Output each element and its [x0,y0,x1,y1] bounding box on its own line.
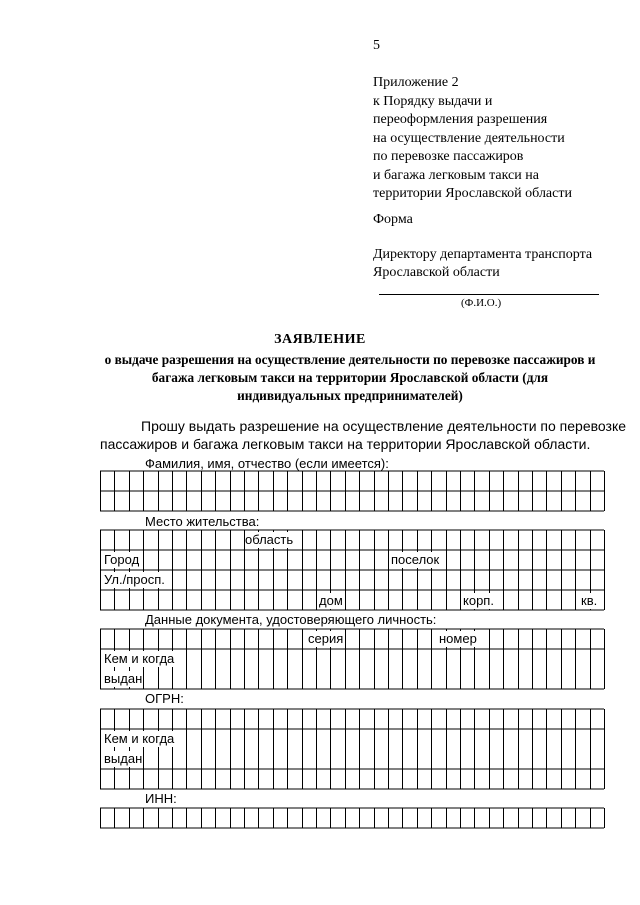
issued-by-label-2: выдан [104,671,143,686]
appendix-line: Приложение 2 [373,75,459,90]
appendix-line: к Порядку выдачи и [373,93,493,109]
form-label: Форма [373,212,413,227]
ogrn-label: ОГРН: [145,691,184,706]
appendix-line: территории Ярославской области [373,186,572,201]
region-label: область [245,532,294,547]
apartment-label: кв. [581,593,598,608]
full-name-label: Фамилия, имя, отчество (если имеется): [145,456,389,471]
intro-line-2: пассажиров и багажа легковым такси на территории Ярославской области. [100,436,591,452]
building-label: корп. [463,593,494,608]
issued-by-label-4: выдан [104,751,143,766]
addressee-line: Ярославской области [373,265,500,280]
issued-by-label-1: Кем и когда [104,651,175,666]
appendix-line: переоформления разрешения [373,112,548,127]
street-label: Ул./просп. [104,572,165,587]
number-label: номер [439,631,477,646]
house-label: дом [319,593,343,608]
fio-caption: (Ф.И.О.) [461,297,502,309]
series-label: серия [308,631,344,646]
intro-line-1: Прошу выдать разрешение на осуществление деятельности по перевозке [141,418,627,434]
appendix-line: и багажа легковым такси на [373,167,539,183]
appendix-line: на осуществление деятельности [373,130,565,146]
residence-label: Место жительства: [145,514,260,529]
id-document-label: Данные документа, удостоверяющего личность: [145,612,437,627]
document-subtitle: о выдаче разрешения на осуществление деятельности по перевозке пассажиров и багажа легковым такси на территории Ярославской области (для индивидуальных предпринимателей) [104,352,596,403]
appendix-line: по перевозке пассажиров [373,149,524,164]
document-title: ЗАЯВЛЕНИЕ [274,332,366,347]
issued-by-label-3: Кем и когда [104,731,175,746]
inn-label: ИНН: [145,791,177,806]
page-number: 5 [373,38,380,53]
addressee-line: Директору департамента транспорта [373,247,593,262]
settlement-label: поселок [391,552,440,567]
city-label: Город [104,552,140,567]
